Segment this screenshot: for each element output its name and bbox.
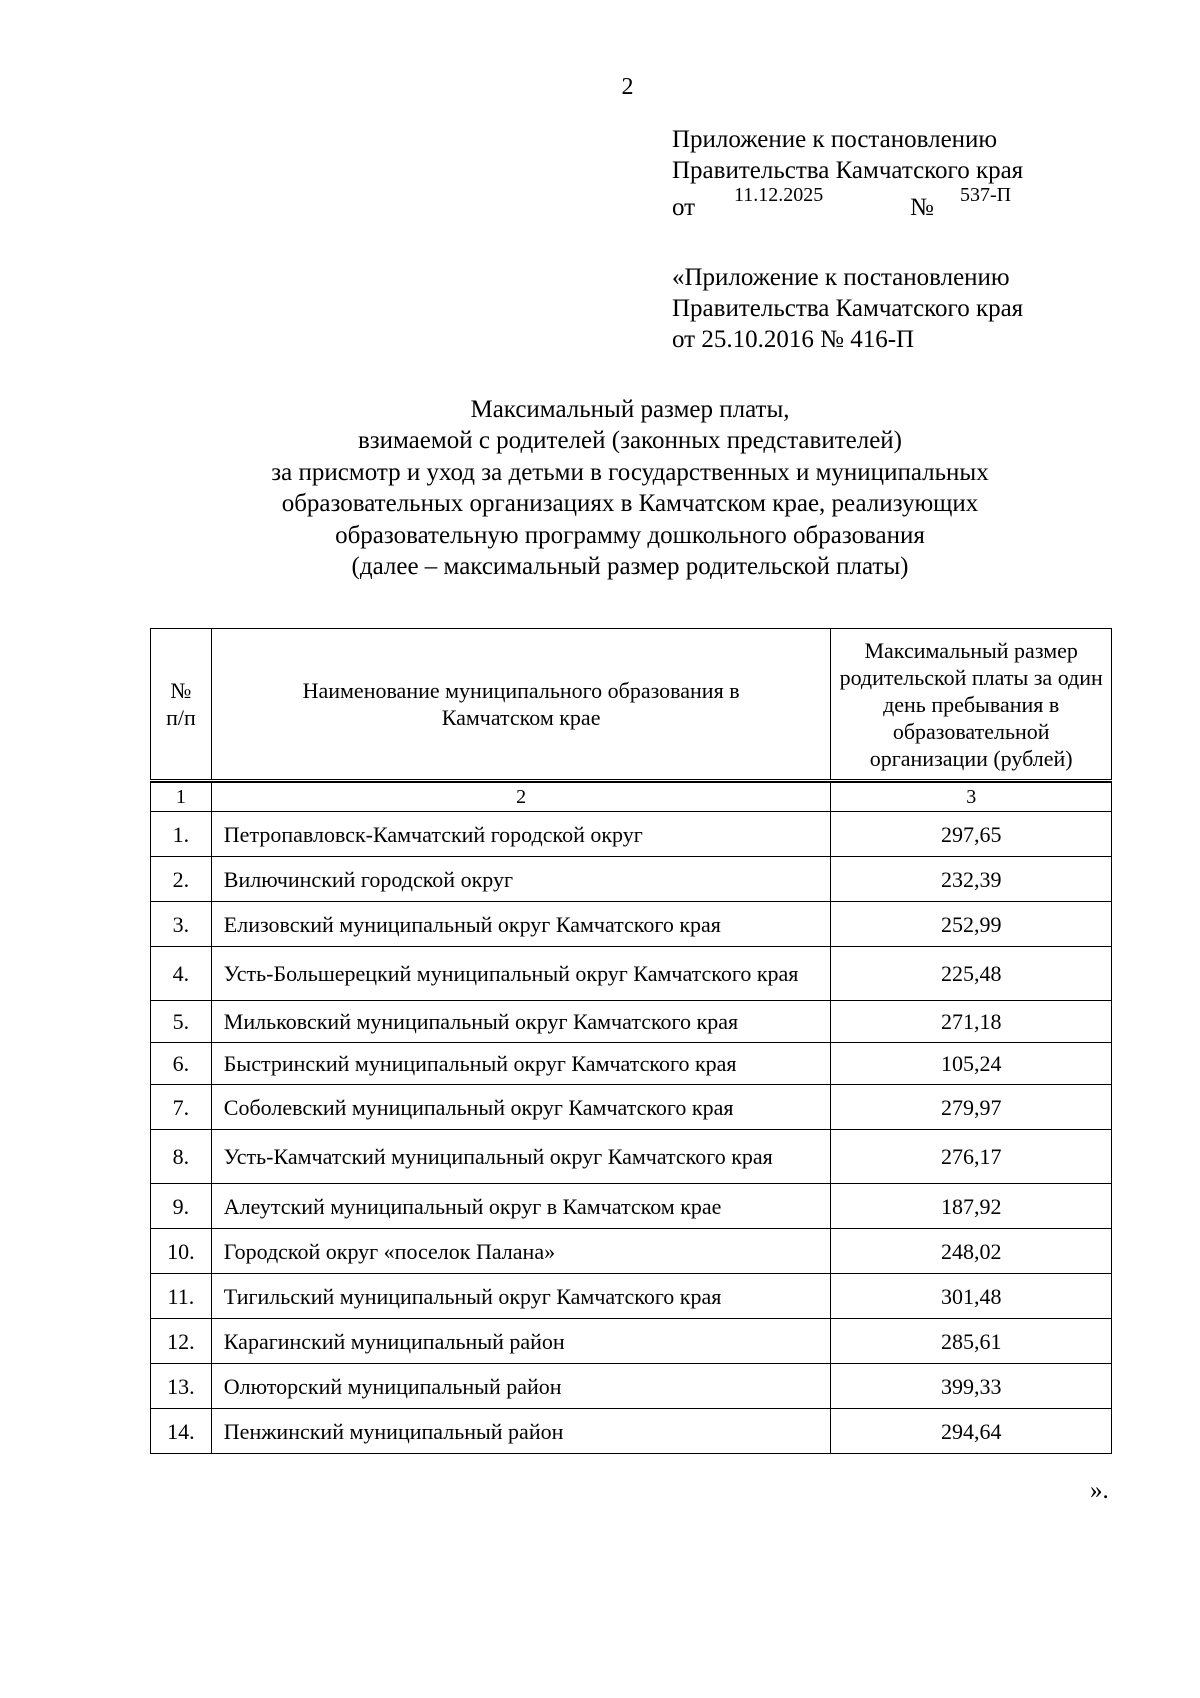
table-row (151, 1319, 1112, 1364)
row-name: Мильковский муниципальный округ Камчатского края (211, 1001, 831, 1043)
row-num: 5. (151, 1001, 212, 1043)
prev-appendix-line-1: «Приложение к постановлению (672, 264, 1010, 291)
document-title (150, 394, 1110, 582)
row-name: Усть-Камчатский муниципальный округ Камчатского края (211, 1130, 831, 1184)
row-value: 301,48 (831, 1274, 1112, 1319)
row-value: 399,33 (831, 1364, 1112, 1409)
column-number: 2 (211, 783, 831, 812)
row-num: 9. (151, 1184, 212, 1229)
from-label: от (672, 194, 696, 221)
resolution-signature-row (672, 186, 1152, 222)
table-row (151, 1409, 1112, 1454)
table-row (151, 812, 1112, 857)
header-value: Максимальный размер родительской платы за один день пребывания в образовательной организации (рублей) (831, 629, 1112, 781)
row-name: Соболевский муниципальный округ Камчатского края (211, 1085, 831, 1130)
table-header-row (151, 629, 1112, 781)
row-value: 187,92 (831, 1184, 1112, 1229)
row-name: Городской округ «поселок Палана» (211, 1229, 831, 1274)
row-name: Алеутский муниципальный округ в Камчатском крае (211, 1184, 831, 1229)
row-value: 285,61 (831, 1319, 1112, 1364)
table-row (151, 1130, 1112, 1184)
column-number: 3 (831, 783, 1112, 812)
table-row (151, 1001, 1112, 1043)
header-num: № п/п (151, 629, 212, 781)
title-line: Максимальный размер платы, (470, 396, 790, 423)
table-row (151, 1043, 1112, 1085)
table-row (151, 1085, 1112, 1130)
row-num: 14. (151, 1409, 212, 1454)
row-num: 8. (151, 1130, 212, 1184)
resolution-number: 537-П (960, 184, 1012, 206)
prev-appendix-line-3: от 25.10.2016 № 416-П (672, 326, 915, 353)
row-value: 225,48 (831, 947, 1112, 1001)
row-num: 10. (151, 1229, 212, 1274)
row-value: 252,99 (831, 902, 1112, 947)
row-name: Усть-Большерецкий муниципальный округ Камчатского края (211, 947, 831, 1001)
row-num: 3. (151, 902, 212, 947)
appendix-line-2: Правительства Камчатского края (672, 157, 1024, 184)
fees-table (150, 628, 1112, 1454)
table-row (151, 1229, 1112, 1274)
column-number: 1 (151, 783, 212, 812)
row-num: 11. (151, 1274, 212, 1319)
row-name: Олюторский муниципальный район (211, 1364, 831, 1409)
number-sign: № (910, 194, 934, 221)
page-number: 2 (621, 74, 634, 100)
title-line: образовательную программу дошкольного образования (335, 521, 925, 549)
title-line: (далее – максимальный размер родительской платы) (351, 553, 909, 581)
row-value: 279,97 (831, 1085, 1112, 1130)
row-num: 2. (151, 857, 212, 902)
appendix-current (672, 124, 1152, 222)
row-value: 271,18 (831, 1001, 1112, 1043)
row-name: Карагинский муниципальный район (211, 1319, 831, 1364)
table-row (151, 1274, 1112, 1319)
appendix-previous (672, 262, 1152, 355)
row-name: Быстринский муниципальный округ Камчатского края (211, 1043, 831, 1085)
row-value: 276,17 (831, 1130, 1112, 1184)
row-num: 6. (151, 1043, 212, 1085)
table-row (151, 1364, 1112, 1409)
closing-quote-mark: ». (1090, 1477, 1109, 1504)
row-num: 7. (151, 1085, 212, 1130)
row-name: Петропавловск-Камчатский городской округ (211, 812, 831, 857)
row-value: 105,24 (831, 1043, 1112, 1085)
row-name: Елизовский муниципальный округ Камчатского края (211, 902, 831, 947)
title-line: за присмотр и уход за детьми в государственных и муниципальных (271, 458, 989, 486)
table-row (151, 1184, 1112, 1229)
row-num: 1. (151, 812, 212, 857)
resolution-date: 11.12.2025 (734, 184, 824, 206)
table-row (151, 947, 1112, 1001)
row-num: 12. (151, 1319, 212, 1364)
prev-appendix-line-2: Правительства Камчатского края (672, 295, 1024, 322)
row-name: Вилючинский городской округ (211, 857, 831, 902)
appendix-line-1: Приложение к постановлению (672, 126, 998, 153)
row-name: Тигильский муниципальный округ Камчатского края (211, 1274, 831, 1319)
row-value: 297,65 (831, 812, 1112, 857)
row-value: 294,64 (831, 1409, 1112, 1454)
row-name: Пенжинский муниципальный район (211, 1409, 831, 1454)
row-value: 248,02 (831, 1229, 1112, 1274)
header-name: Наименование муниципального образования в Камчатском крае (211, 629, 831, 781)
title-line: образовательных организациях в Камчатском крае, реализующих (281, 490, 979, 518)
table-row (151, 857, 1112, 902)
table-row (151, 902, 1112, 947)
row-value: 232,39 (831, 857, 1112, 902)
row-num: 4. (151, 947, 212, 1001)
row-num: 13. (151, 1364, 212, 1409)
column-numbers-row (151, 783, 1112, 812)
title-line: взимаемой с родителей (законных представителей) (357, 427, 903, 455)
